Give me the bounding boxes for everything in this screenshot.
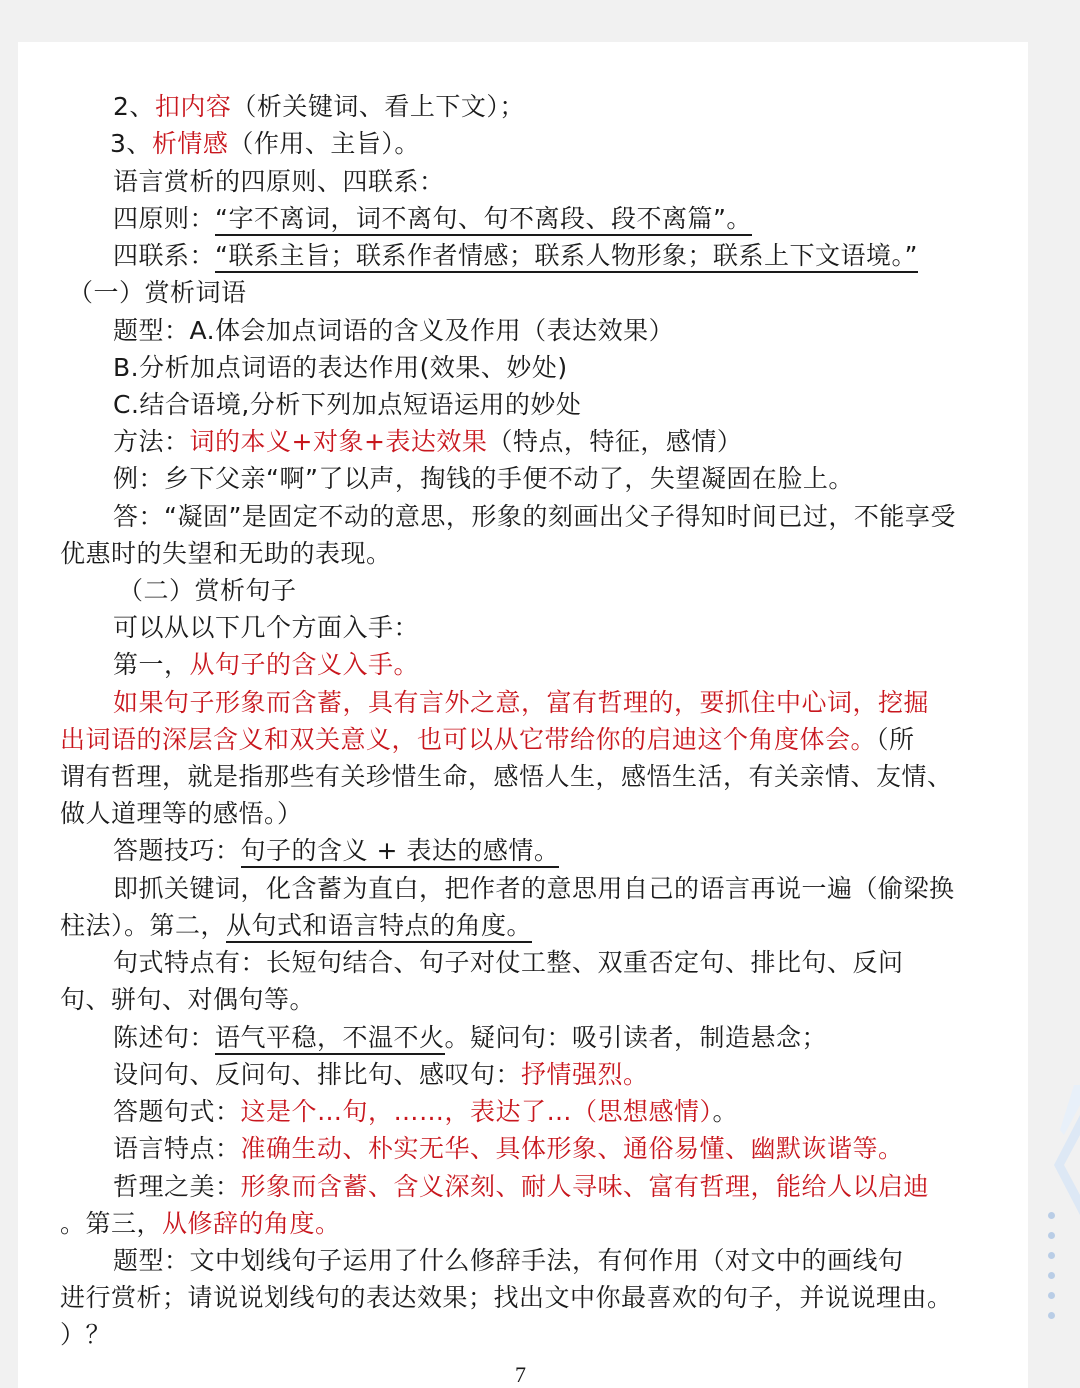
text-line: 四原则：“字不离词，词不离句、句不离段、段不离篇”。 [113,202,752,236]
text-line: 题型：A.体会加点词语的含义及作用（表达效果） [113,316,675,345]
text-line: 语言赏析的四原则、四联系： [113,167,445,196]
text-line: 例：乡下父亲“啊”了以声，掏钱的手便不动了，失望凝固在脸上。 [113,464,854,493]
text-line: 设问句、反问句、排比句、感叹句：抒情强烈。 [113,1060,649,1089]
text-line: 语言特点：准确生动、朴实无华、具体形象、通俗易懂、幽默诙谐等。 [113,1134,904,1163]
text-line: 进行赏析；请说说划线句的表达效果；找出文中你最喜欢的句子，并说说理由。 [60,1283,953,1312]
text-line: 哲理之美：形象而含蓄、含义深刻、耐人寻味、富有哲理，能给人以启迪 [113,1172,930,1201]
text-line: 。第三，从修辞的角度。 [60,1209,341,1238]
section-heading: （二）赏析句子 [118,576,297,605]
text-line: 3、析情感（作用、主旨）。 [110,129,420,158]
text-line: 句式特点有：长短句结合、句子对仗工整、双重否定句、排比句、反问 [113,948,904,977]
section-heading: （一）赏析词语 [68,278,247,307]
text-line: C.结合语境,分析下列加点短语运用的妙处 [113,390,582,419]
text-line: 答：“凝固”是固定不动的意思，形象的刻画出父子得知时间已过，不能享受 [113,502,956,531]
text-line: 优惠时的失望和无助的表现。 [60,539,392,568]
text-line: 四联系：“联系主旨；联系作者情感；联系人物形象；联系上下文语境。” [113,239,918,273]
text-line: 出词语的深层含义和双关意义，也可以从它带给你的启迪这个角度体会。（所 [60,725,915,754]
text-line: 2、扣内容（析关键词、看上下文）； [113,92,525,121]
text-line: 陈述句：语气平稳，不温不火。疑问句：吸引读者，制造悬念； [113,1021,827,1055]
text-line: 方法：词的本义+对象+表达效果（特点，特征，感情） [113,427,743,456]
text-line: 如果句子形象而含蓄，具有言外之意，富有哲理的，要抓住中心词，挖掘 [113,688,930,717]
text-line: 即抓关键词，化含蓄为直白，把作者的意思用自己的语言再说一遍（偷梁换 [113,874,955,903]
text-line: 可以从以下几个方面入手： [113,613,420,642]
text-line: 做人道理等的感悟。） [60,799,303,828]
text-line: ）？ [60,1320,112,1349]
text-line: 第一，从句子的含义入手。 [113,650,420,679]
text-line: 答题技巧：句子的含义 + 表达的感情。 [113,834,559,868]
text-line: 句、骈句、对偶句等。 [60,985,316,1014]
text-line: 柱法）。第二，从句式和语言特点的角度。 [60,909,532,943]
text-line: B.分析加点词语的表达作用(效果、妙处) [113,353,568,382]
text-line: 答题句式：这是个…句，……，表达了…（思想感情）。 [113,1097,739,1126]
text-line: 谓有哲理，就是指那些有关珍惜生命，感悟人生，感悟生活，有关亲情、友情、 [60,762,953,791]
scroll-indicator [1048,1212,1058,1332]
text-line: 题型：文中划线句子运用了什么修辞手法，有何作用（对文中的画线句 [113,1246,904,1275]
page-number: 7 [515,1362,526,1387]
